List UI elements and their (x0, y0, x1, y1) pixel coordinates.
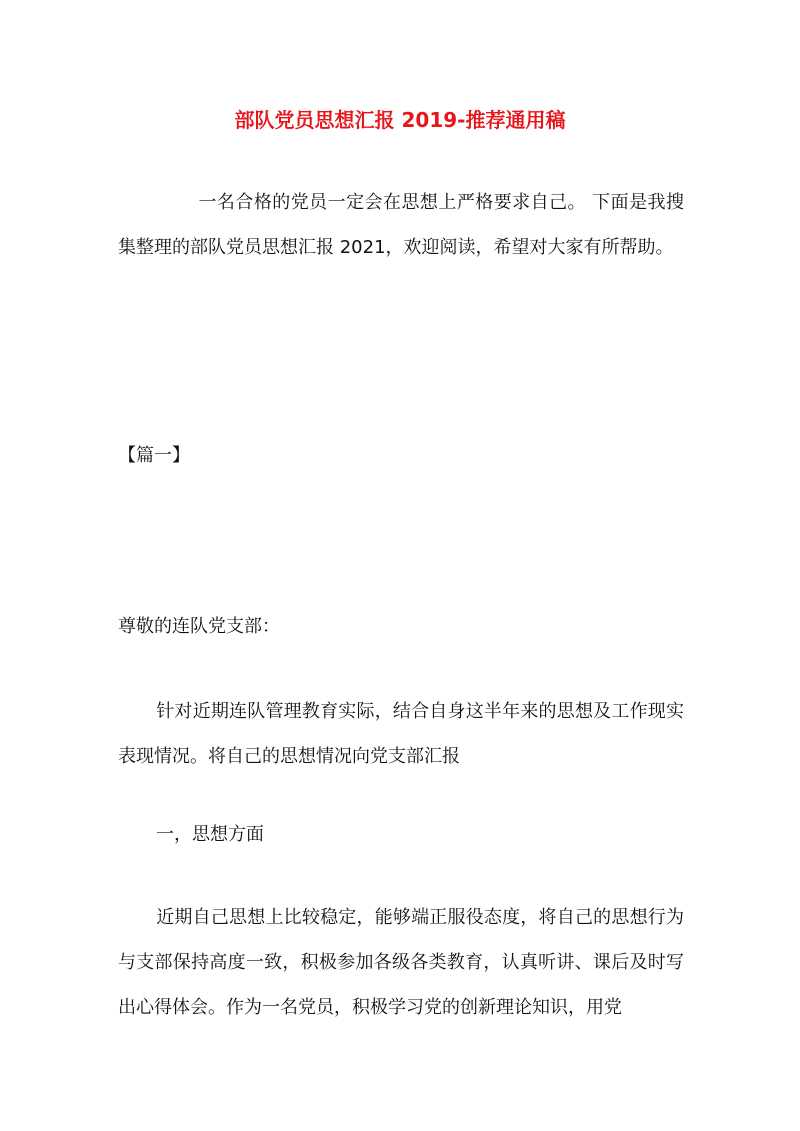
body-paragraph-2-text: 近期自己思想上比较稳定，能够端正服役态度，将自己的思想行为与支部保持高度一致，积极参加各级各类教育，认真听讲、课后及时写出心得体会。作为一名党员，积极学习党的创新理论知识，用党 (118, 907, 684, 1018)
section-heading: 【篇一】 (118, 445, 190, 466)
body-paragraph-2 (118, 895, 684, 1030)
greeting-line: 尊敬的连队党支部： (118, 616, 280, 637)
intro-text: 一名合格的党员一定会在思想上严格要求自己。 下面是我搜集整理的部队党员思想汇报 2021，欢迎阅读，希望对大家有所帮助。 (118, 192, 684, 258)
intro-paragraph (118, 180, 684, 270)
body-paragraph-1-text: 针对近期连队管理教育实际，结合自身这半年来的思想及工作现实表现情况。将自己的思想情况向党支部汇报 (118, 701, 684, 767)
point-heading (118, 812, 684, 857)
point-heading-text: 一，思想方面 (156, 824, 264, 845)
document-title: 部队党员思想汇报 2019-推荐通用稿 (234, 108, 566, 132)
body-paragraph-1 (118, 689, 684, 779)
